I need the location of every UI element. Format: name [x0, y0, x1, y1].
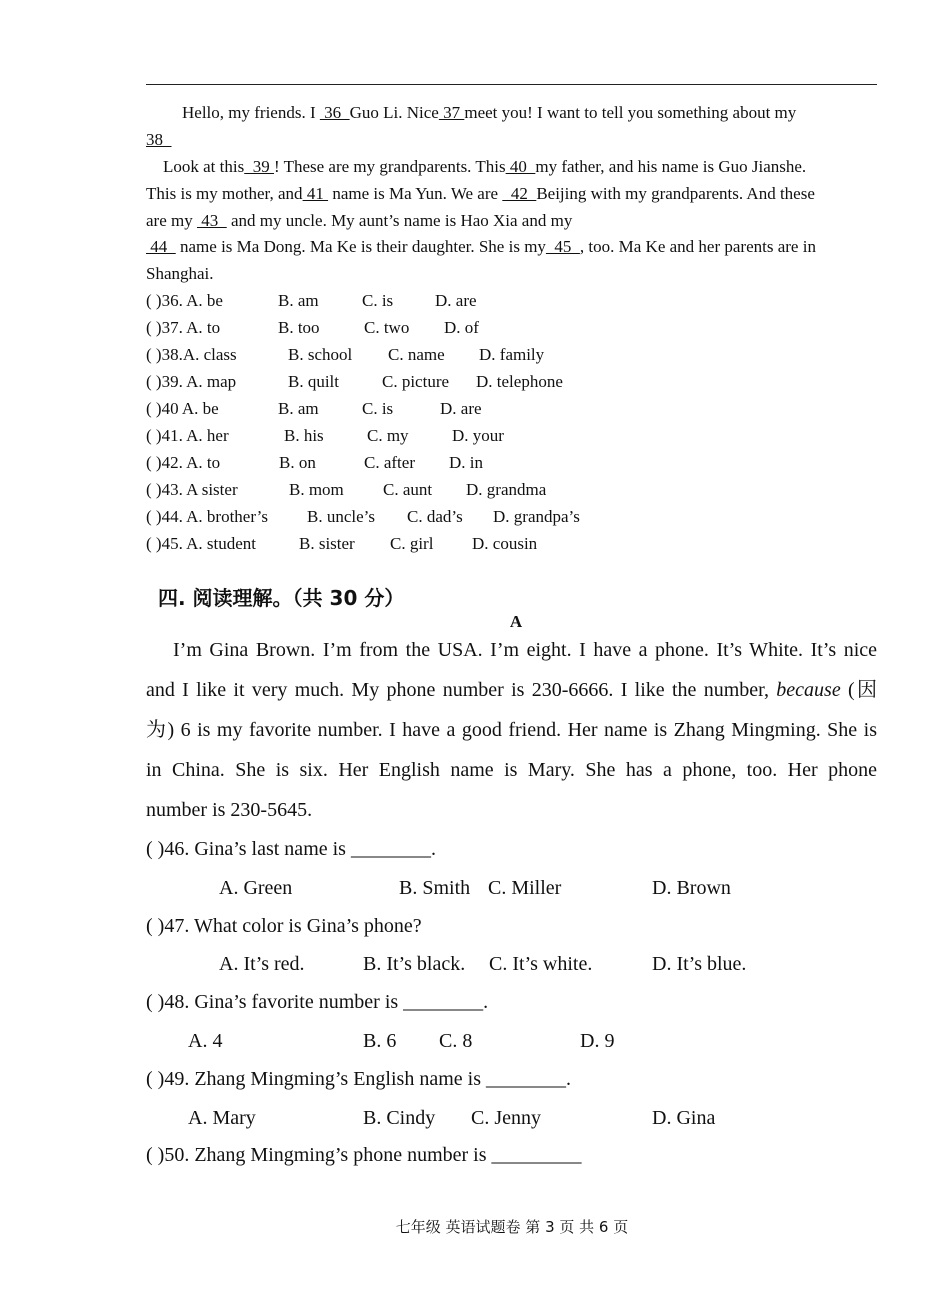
cloze-line-3: [146, 184, 877, 204]
cloze-text: and my uncle. My aunt’s name is Hao Xia and my: [226, 211, 573, 230]
option-b[interactable]: B. his: [284, 426, 324, 445]
option-b[interactable]: B. on: [279, 453, 316, 472]
reading-line-1: I’m Gina Brown. I’m from the USA. I’m eight. I have a phone. It’s White. It’s nice: [173, 639, 877, 661]
question-number-option-a: ( )39. A. map: [146, 372, 237, 391]
option-d[interactable]: D. grandma: [466, 480, 547, 499]
cloze-text: Look at this: [163, 157, 245, 176]
header-rule: [146, 84, 877, 85]
question-number-option-a: ( )45. A. student: [146, 534, 257, 553]
cloze-line-2: [146, 157, 877, 177]
cloze-text: , too. Ma Ke and her parents are in: [579, 237, 816, 256]
option-c[interactable]: C. my: [367, 426, 409, 445]
answer-option-b[interactable]: B. 6: [363, 1030, 397, 1052]
answer-option-a[interactable]: A. Mary: [188, 1107, 256, 1129]
option-d[interactable]: D. telephone: [476, 372, 563, 391]
cloze-text: Hello, my friends. I: [182, 103, 320, 122]
question-number-option-a: ( )37. A. to: [146, 318, 221, 337]
blank-43[interactable]: 43: [196, 211, 227, 230]
cloze-text: Beijing with my grandparents. And these: [536, 184, 815, 203]
option-b[interactable]: B. sister: [299, 534, 355, 553]
cloze-line-5: [146, 237, 877, 257]
section-heading: 四. 阅读理解。（共 30 分）: [158, 586, 405, 610]
reading-line-4: in China. She is six. Her English name is Mary. She has a phone, too. Her phone: [146, 759, 877, 781]
option-c[interactable]: C. picture: [382, 372, 450, 391]
option-c[interactable]: C. name: [388, 345, 445, 364]
answer-option-d[interactable]: D. Brown: [652, 877, 731, 899]
answer-option-b[interactable]: B. Smith: [399, 877, 471, 899]
question-number-option-a: ( )36. A. be: [146, 291, 223, 310]
reading-line-3: 为) 6 is my favorite number. I have a good friend. Her name is Zhang Mingming. She is: [146, 719, 877, 741]
answer-option-c[interactable]: C. Jenny: [471, 1107, 541, 1129]
reading-line-5: number is 230-5645.: [146, 799, 313, 821]
option-d[interactable]: D. your: [452, 426, 504, 445]
reading-question: ( )47. What color is Gina’s phone?: [146, 915, 422, 937]
option-d[interactable]: D. are: [440, 399, 482, 418]
answer-option-a[interactable]: A. 4: [188, 1030, 223, 1052]
option-d[interactable]: D. grandpa’s: [493, 507, 580, 526]
option-c[interactable]: C. is: [362, 399, 394, 418]
cloze-text: Shanghai.: [146, 264, 214, 283]
option-d[interactable]: D. in: [449, 453, 483, 472]
option-d[interactable]: D. are: [435, 291, 477, 310]
cloze-text: my father, and his name is Guo Jianshe.: [535, 157, 807, 176]
option-c[interactable]: C. aunt: [383, 480, 433, 499]
reading-passage: [146, 630, 877, 830]
cloze-text: meet you! I want to tell you something about my: [464, 103, 797, 122]
question-number-option-a: ( )42. A. to: [146, 453, 221, 472]
option-c[interactable]: C. two: [364, 318, 410, 337]
option-b[interactable]: B. am: [278, 399, 319, 418]
cloze-text: name is Ma Dong. Ma Ke is their daughter. She is my: [175, 237, 546, 256]
answer-option-a[interactable]: A. Green: [219, 877, 293, 899]
blank-36[interactable]: 36: [319, 103, 350, 122]
answer-option-c[interactable]: C. 8: [439, 1030, 473, 1052]
question-number-option-a: ( )40 A. be: [146, 399, 219, 418]
answer-option-b[interactable]: B. Cindy: [363, 1107, 436, 1129]
cloze-text: This is my mother, and: [146, 184, 303, 203]
reading-text: (因: [840, 679, 877, 701]
option-b[interactable]: B. school: [288, 345, 353, 364]
reading-question: ( )48. Gina’s favorite number is ________.: [146, 991, 489, 1013]
option-b[interactable]: B. quilt: [288, 372, 340, 391]
answer-option-d[interactable]: D. Gina: [652, 1107, 716, 1129]
cloze-text: name is Ma Yun. We are: [328, 184, 503, 203]
reading-italic: because: [776, 679, 841, 701]
answer-option-b[interactable]: B. It’s black.: [363, 953, 466, 975]
cloze-line-6: [146, 264, 877, 284]
option-d[interactable]: D. cousin: [472, 534, 538, 553]
cloze-line-1b: [146, 130, 877, 150]
question-number-option-a: ( )44. A. brother’s: [146, 507, 268, 526]
cloze-line-4: [146, 211, 877, 231]
option-b[interactable]: B. too: [278, 318, 320, 337]
option-b[interactable]: B. am: [278, 291, 319, 310]
reading-line-2: [146, 670, 877, 710]
blank-39[interactable]: 39: [244, 157, 274, 176]
blank-45[interactable]: 45: [545, 237, 580, 256]
option-b[interactable]: B. mom: [289, 480, 344, 499]
question-number-option-a: ( )38.A. class: [146, 345, 237, 364]
answer-option-c[interactable]: C. Miller: [488, 877, 562, 899]
option-c[interactable]: C. after: [364, 453, 415, 472]
option-c[interactable]: C. dad’s: [407, 507, 463, 526]
option-b[interactable]: B. uncle’s: [307, 507, 375, 526]
cloze-text: Guo Li. Nice: [349, 103, 439, 122]
question-number-option-a: ( )41. A. her: [146, 426, 229, 445]
passage-label: A: [509, 612, 523, 631]
blank-41[interactable]: 41: [302, 184, 329, 203]
answer-option-a[interactable]: A. It’s red.: [219, 953, 305, 975]
reading-question: ( )46. Gina’s last name is ________.: [146, 838, 436, 860]
cloze-line-1: [146, 103, 877, 123]
reading-question: ( )49. Zhang Mingming’s English name is ________.: [146, 1068, 571, 1090]
answer-option-d[interactable]: D. 9: [580, 1030, 615, 1052]
question-number-option-a: ( )43. A sister: [146, 480, 238, 499]
cloze-text: ! These are my grandparents. This: [273, 157, 506, 176]
cloze-text: are my: [146, 211, 197, 230]
option-d[interactable]: D. of: [444, 318, 479, 337]
blank-44[interactable]: 44: [146, 237, 176, 256]
answer-option-d[interactable]: D. It’s blue.: [652, 953, 747, 975]
page-footer: 七年级 英语试题卷 第 3 页 共 6 页: [395, 1218, 629, 1236]
blank-40[interactable]: 40: [505, 157, 536, 176]
blank-37[interactable]: 37: [438, 103, 465, 122]
option-d[interactable]: D. family: [479, 345, 545, 364]
reading-text: and I like it very much. My phone number is 230-6666. I like the number,: [146, 679, 777, 701]
answer-option-c[interactable]: C. It’s white.: [489, 953, 593, 975]
blank-42[interactable]: 42: [502, 184, 537, 203]
reading-question: ( )50. Zhang Mingming’s phone number is _________: [146, 1144, 582, 1166]
option-c[interactable]: C. is: [362, 291, 394, 310]
option-c[interactable]: C. girl: [390, 534, 434, 553]
blank-38[interactable]: 38: [146, 130, 172, 149]
